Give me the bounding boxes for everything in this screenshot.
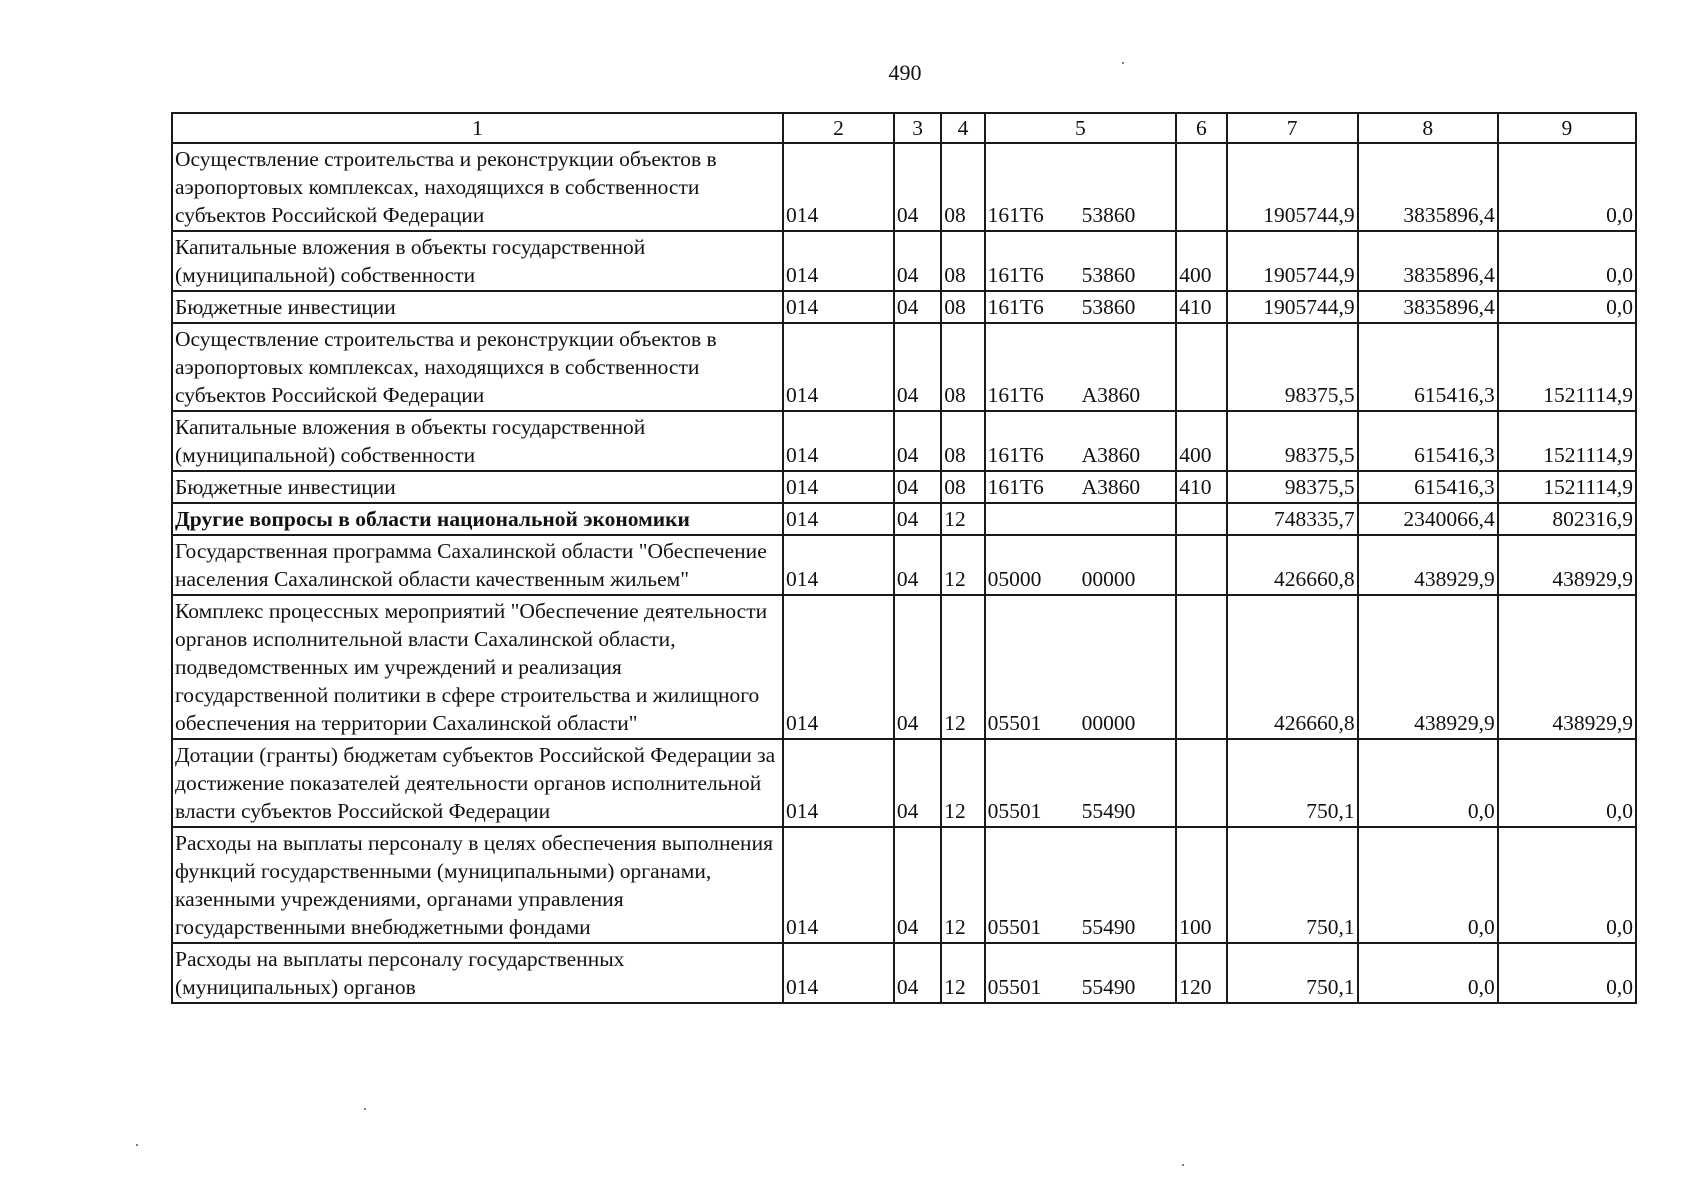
section-code: 04 — [894, 471, 941, 503]
amount-col-8: 615416,3 — [1358, 411, 1498, 471]
amount-col-9: 802316,9 — [1498, 503, 1636, 535]
table-body — [172, 143, 1636, 1003]
table-row — [172, 291, 1636, 323]
row-name: Бюджетные инвестиции — [172, 471, 783, 503]
target-article-direction: 55490 — [1081, 915, 1136, 939]
subsection-code: 12 — [941, 595, 984, 739]
amount-col-8: 0,0 — [1358, 943, 1498, 1003]
expense-type-code — [1176, 739, 1226, 827]
subsection-code: 08 — [941, 143, 984, 231]
scan-speck — [1182, 1164, 1184, 1166]
amount-col-9: 1521114,9 — [1498, 411, 1636, 471]
target-article-program: 05501 — [987, 799, 1042, 823]
amount-col-9: 0,0 — [1498, 231, 1636, 291]
ved-code: 014 — [783, 471, 894, 503]
target-article-program: 05501 — [987, 975, 1042, 999]
amount-col-8: 615416,3 — [1358, 323, 1498, 411]
amount-col-8: 2340066,4 — [1358, 503, 1498, 535]
target-article-code — [985, 323, 1177, 411]
expense-type-code — [1176, 503, 1226, 535]
subsection-code: 12 — [941, 943, 984, 1003]
amount-col-7: 426660,8 — [1227, 535, 1358, 595]
target-article-direction: 53860 — [1081, 295, 1136, 319]
section-code: 04 — [894, 231, 941, 291]
table-row — [172, 323, 1636, 411]
ved-code: 014 — [783, 535, 894, 595]
row-name: Осуществление строительства и реконструкции объектов в аэропортовых комплексах, находящихся в собственности субъектов Российской Федерации — [172, 143, 783, 231]
target-article-direction: А3860 — [1081, 475, 1141, 499]
ved-code: 014 — [783, 143, 894, 231]
amount-col-8: 438929,9 — [1358, 595, 1498, 739]
amount-col-8: 438929,9 — [1358, 535, 1498, 595]
section-code: 04 — [894, 411, 941, 471]
row-name: Расходы на выплаты персоналу государственных (муниципальных) органов — [172, 943, 783, 1003]
table-row — [172, 739, 1636, 827]
expense-type-code: 120 — [1176, 943, 1226, 1003]
section-code: 04 — [894, 943, 941, 1003]
amount-col-9: 0,0 — [1498, 739, 1636, 827]
target-article-program: 05501 — [987, 915, 1042, 939]
ved-code: 014 — [783, 291, 894, 323]
column-header: 9 — [1498, 113, 1636, 143]
amount-col-7: 1905744,9 — [1227, 231, 1358, 291]
amount-col-8: 0,0 — [1358, 739, 1498, 827]
target-article-code — [985, 827, 1177, 943]
table-row — [172, 827, 1636, 943]
amount-col-7: 750,1 — [1227, 827, 1358, 943]
amount-col-9: 1521114,9 — [1498, 323, 1636, 411]
table-row — [172, 595, 1636, 739]
column-header: 8 — [1358, 113, 1498, 143]
expense-type-code: 400 — [1176, 411, 1226, 471]
target-article-program: 05501 — [987, 711, 1042, 735]
amount-col-8: 3835896,4 — [1358, 291, 1498, 323]
expense-type-code: 400 — [1176, 231, 1226, 291]
table-row — [172, 411, 1636, 471]
target-article-code — [985, 535, 1177, 595]
amount-col-9: 0,0 — [1498, 943, 1636, 1003]
target-article-direction: 55490 — [1081, 799, 1136, 823]
table-row — [172, 943, 1636, 1003]
target-article-direction: 53860 — [1081, 203, 1136, 227]
expense-type-code — [1176, 535, 1226, 595]
section-code: 04 — [894, 739, 941, 827]
amount-col-9: 438929,9 — [1498, 595, 1636, 739]
amount-col-9: 0,0 — [1498, 143, 1636, 231]
amount-col-7: 1905744,9 — [1227, 143, 1358, 231]
table-row — [172, 503, 1636, 535]
row-name: Осуществление строительства и реконструкции объектов в аэропортовых комплексах, находящихся в собственности субъектов Российской Федерации — [172, 323, 783, 411]
ved-code: 014 — [783, 827, 894, 943]
target-article-code — [985, 231, 1177, 291]
ved-code: 014 — [783, 739, 894, 827]
section-code: 04 — [894, 827, 941, 943]
expense-type-code — [1176, 323, 1226, 411]
section-code: 04 — [894, 323, 941, 411]
expense-type-code: 410 — [1176, 471, 1226, 503]
section-code: 04 — [894, 535, 941, 595]
amount-col-8: 3835896,4 — [1358, 143, 1498, 231]
target-article-code — [985, 291, 1177, 323]
subsection-code: 12 — [941, 535, 984, 595]
amount-col-9: 438929,9 — [1498, 535, 1636, 595]
amount-col-8: 3835896,4 — [1358, 231, 1498, 291]
expense-type-code — [1176, 595, 1226, 739]
row-name: Капитальные вложения в объекты государственной (муниципальной) собственности — [172, 411, 783, 471]
page-number: 490 — [888, 60, 922, 85]
target-article-code — [985, 411, 1177, 471]
amount-col-7: 750,1 — [1227, 943, 1358, 1003]
subsection-code: 08 — [941, 291, 984, 323]
target-article-program: 161Т6 — [987, 295, 1044, 319]
target-article-direction: А3860 — [1081, 383, 1141, 407]
subsection-code: 08 — [941, 323, 984, 411]
row-name: Расходы на выплаты персоналу в целях обеспечения выполнения функций государственными (муниципальными) органами, казенными учреждениями, органами управления государственными внебюджетными фондами — [172, 827, 783, 943]
subsection-code: 08 — [941, 231, 984, 291]
target-article-direction: 55490 — [1081, 975, 1136, 999]
target-article-code — [985, 503, 1177, 535]
column-header: 1 — [172, 113, 783, 143]
target-article-program: 161Т6 — [987, 263, 1044, 287]
subsection-code: 12 — [941, 503, 984, 535]
section-code: 04 — [894, 503, 941, 535]
scan-speck — [1122, 62, 1124, 64]
target-article-code — [985, 595, 1177, 739]
column-header: 6 — [1176, 113, 1226, 143]
subsection-code: 12 — [941, 739, 984, 827]
target-article-direction: 00000 — [1081, 711, 1136, 735]
row-name: Комплекс процессных мероприятий "Обеспечение деятельности органов исполнительной власти Сахалинской области, подведомственных им учреждений и реализация государственной политики в сфере строительства и жилищного обеспечения на территории Сахалинской области" — [172, 595, 783, 739]
target-article-program: 161Т6 — [987, 443, 1044, 467]
amount-col-7: 98375,5 — [1227, 411, 1358, 471]
expense-type-code — [1176, 143, 1226, 231]
column-header: 5 — [985, 113, 1177, 143]
section-code: 04 — [894, 595, 941, 739]
ved-code: 014 — [783, 323, 894, 411]
table-row — [172, 143, 1636, 231]
target-article-direction: 53860 — [1081, 263, 1136, 287]
scan-speck — [136, 1144, 138, 1146]
amount-col-7: 748335,7 — [1227, 503, 1358, 535]
expense-type-code: 410 — [1176, 291, 1226, 323]
column-header: 3 — [894, 113, 941, 143]
amount-col-7: 1905744,9 — [1227, 291, 1358, 323]
column-header: 2 — [783, 113, 894, 143]
row-name: Другие вопросы в области национальной экономики — [172, 503, 783, 535]
amount-col-8: 0,0 — [1358, 827, 1498, 943]
subsection-code: 08 — [941, 411, 984, 471]
target-article-program: 05000 — [987, 567, 1042, 591]
row-name: Бюджетные инвестиции — [172, 291, 783, 323]
ved-code: 014 — [783, 503, 894, 535]
ved-code: 014 — [783, 411, 894, 471]
target-article-program: 161Т6 — [987, 203, 1044, 227]
row-name: Государственная программа Сахалинской области "Обеспечение населения Сахалинской области качественным жильем" — [172, 535, 783, 595]
amount-col-7: 750,1 — [1227, 739, 1358, 827]
target-article-code — [985, 143, 1177, 231]
subsection-code: 08 — [941, 471, 984, 503]
row-name: Капитальные вложения в объекты государственной (муниципальной) собственности — [172, 231, 783, 291]
amount-col-7: 426660,8 — [1227, 595, 1358, 739]
table-row — [172, 471, 1636, 503]
column-header: 7 — [1227, 113, 1358, 143]
target-article-direction: А3860 — [1081, 443, 1141, 467]
ved-code: 014 — [783, 231, 894, 291]
amount-col-7: 98375,5 — [1227, 471, 1358, 503]
amount-col-9: 0,0 — [1498, 827, 1636, 943]
ved-code: 014 — [783, 943, 894, 1003]
target-article-program: 161Т6 — [987, 475, 1044, 499]
budget-table — [171, 112, 1637, 1004]
expense-type-code: 100 — [1176, 827, 1226, 943]
target-article-code — [985, 739, 1177, 827]
amount-col-7: 98375,5 — [1227, 323, 1358, 411]
table-row — [172, 535, 1636, 595]
table-row — [172, 231, 1636, 291]
ved-code: 014 — [783, 595, 894, 739]
amount-col-9: 0,0 — [1498, 291, 1636, 323]
target-article-code — [985, 943, 1177, 1003]
amount-col-9: 1521114,9 — [1498, 471, 1636, 503]
amount-col-8: 615416,3 — [1358, 471, 1498, 503]
subsection-code: 12 — [941, 827, 984, 943]
scan-speck — [364, 1108, 366, 1110]
section-code: 04 — [894, 143, 941, 231]
target-article-direction: 00000 — [1081, 567, 1136, 591]
section-code: 04 — [894, 291, 941, 323]
header-row — [172, 113, 1636, 143]
column-header: 4 — [941, 113, 984, 143]
target-article-program: 161Т6 — [987, 383, 1044, 407]
target-article-code — [985, 471, 1177, 503]
row-name: Дотации (гранты) бюджетам субъектов Российской Федерации за достижение показателей деятельности органов исполнительной власти субъектов Российской Федерации — [172, 739, 783, 827]
